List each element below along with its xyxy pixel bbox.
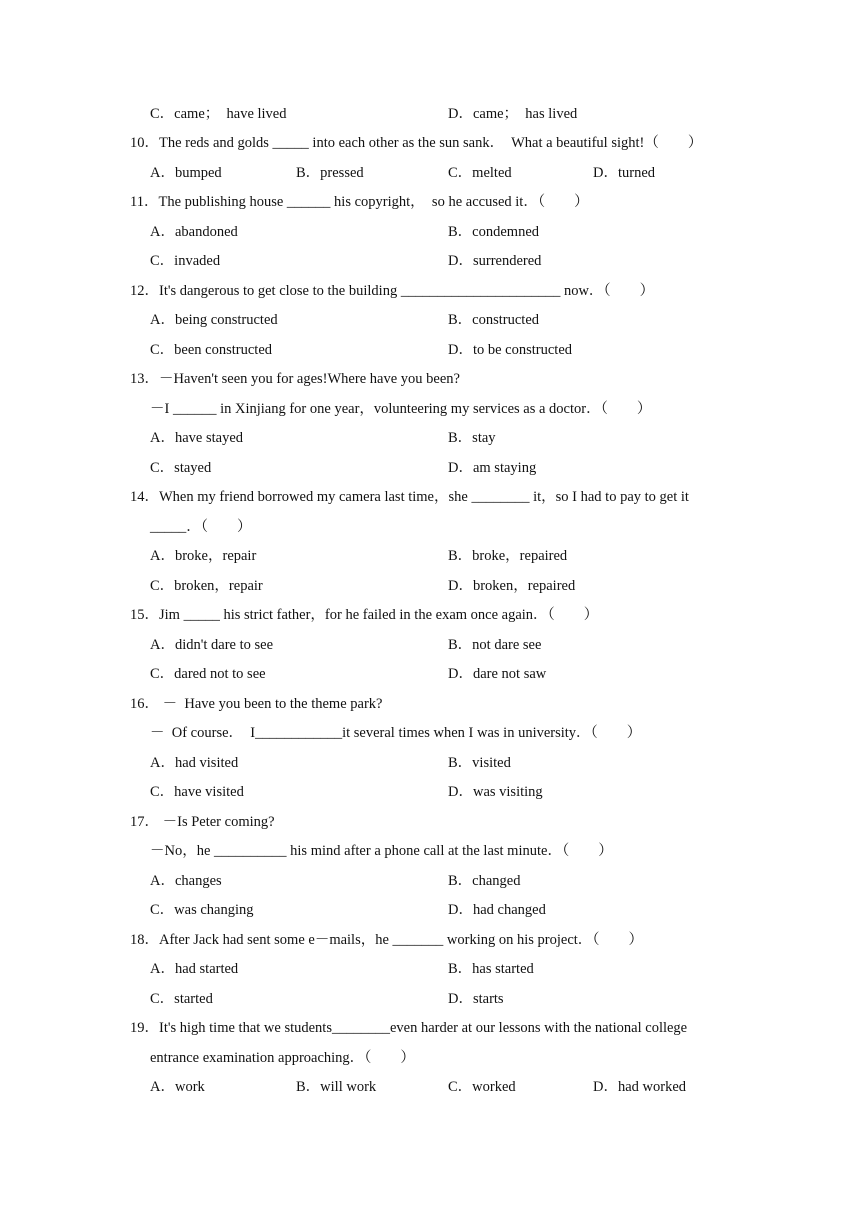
- q16-stem-line2: － Of course． I____________it several times when I was in university．（ ）: [150, 725, 642, 741]
- q14-stem-line1: 14．When my friend borrowed my camera last time，she ________ it，so I had to pay to get it: [130, 489, 689, 505]
- q18-option-d: D．starts: [448, 991, 504, 1007]
- q18-option-c: C．started: [150, 991, 213, 1007]
- q19-stem-line2: entrance examination approaching．（ ）: [150, 1050, 415, 1066]
- q12-stem: 12．It's dangerous to get close to the building ______________________ now．（ ）: [130, 283, 655, 299]
- q13-option-d: D．am staying: [448, 460, 537, 476]
- q17-option-d: D．had changed: [448, 902, 546, 918]
- q17-option-c: C．was changing: [150, 902, 254, 918]
- q10-option-c: C．melted: [448, 165, 512, 181]
- q19-option-b: B．will work: [296, 1079, 377, 1095]
- q13-stem-line1: 13．－Haven't seen you for ages!Where have you been?: [130, 371, 460, 387]
- q14-option-c: C．broken，repair: [150, 578, 263, 594]
- q9-option-d: D．came； has lived: [448, 106, 578, 122]
- q16-option-b: B．visited: [448, 755, 511, 771]
- q19-option-c: C．worked: [448, 1079, 516, 1095]
- q18-option-b: B．has started: [448, 961, 534, 977]
- q17-stem-line2: －No，he __________ his mind after a phone call at the last minute．（ ）: [150, 843, 613, 859]
- q11-option-d: D．surrendered: [448, 253, 542, 269]
- q15-stem: 15．Jim _____ his strict father，for he failed in the exam once again．（ ）: [130, 607, 599, 623]
- q19-option-d: D．had worked: [593, 1079, 687, 1095]
- q13-option-c: C．stayed: [150, 460, 212, 476]
- q11-option-b: B．condemned: [448, 224, 540, 240]
- q18-option-a: A．had started: [150, 961, 239, 977]
- q10-option-b: B．pressed: [296, 165, 364, 181]
- q14-option-b: B．broke，repaired: [448, 548, 568, 564]
- q9-option-c: C．came； have lived: [150, 106, 287, 122]
- q12-option-c: C．been constructed: [150, 342, 273, 358]
- q14-option-a: A．broke，repair: [150, 548, 257, 564]
- q13-stem-line2: －I ______ in Xinjiang for one year，volunteering my services as a doctor．（ ）: [150, 401, 652, 417]
- q15-option-d: D．dare not saw: [448, 666, 547, 682]
- q16-stem-line1: 16． － Have you been to the theme park?: [130, 696, 383, 712]
- q12-option-b: B．constructed: [448, 312, 540, 328]
- q14-option-d: D．broken，repaired: [448, 578, 576, 594]
- q10-option-a: A．bumped: [150, 165, 222, 181]
- q15-option-a: A．didn't dare to see: [150, 637, 274, 653]
- q17-stem-line1: 17． －Is Peter coming?: [130, 814, 275, 830]
- q15-option-b: B．not dare see: [448, 637, 542, 653]
- q17-option-b: B．changed: [448, 873, 521, 889]
- q11-option-a: A．abandoned: [150, 224, 238, 240]
- q12-option-d: D．to be constructed: [448, 342, 573, 358]
- q18-stem: 18．After Jack had sent some e－mails，he _______ working on his project．（ ）: [130, 932, 644, 948]
- q11-stem: 11．The publishing house ______ his copyright， so he accused it．（ ）: [130, 194, 589, 210]
- q10-option-d: D．turned: [593, 165, 656, 181]
- q15-option-c: C．dared not to see: [150, 666, 266, 682]
- q16-option-c: C．have visited: [150, 784, 244, 800]
- q13-option-b: B．stay: [448, 430, 496, 446]
- q16-option-d: D．was visiting: [448, 784, 543, 800]
- q19-stem-line1: 19．It's high time that we students________even harder at our lessons with the national college: [130, 1020, 688, 1036]
- q10-stem: 10．The reds and golds _____ into each other as the sun sank． What a beautiful sight!（ ）: [130, 135, 703, 151]
- q16-option-a: A．had visited: [150, 755, 239, 771]
- q17-option-a: A．changes: [150, 873, 222, 889]
- q13-option-a: A．have stayed: [150, 430, 244, 446]
- q19-option-a: A．work: [150, 1079, 205, 1095]
- q12-option-a: A．being constructed: [150, 312, 278, 328]
- q11-option-c: C．invaded: [150, 253, 221, 269]
- q14-stem-line2: _____．（ ）: [150, 519, 252, 535]
